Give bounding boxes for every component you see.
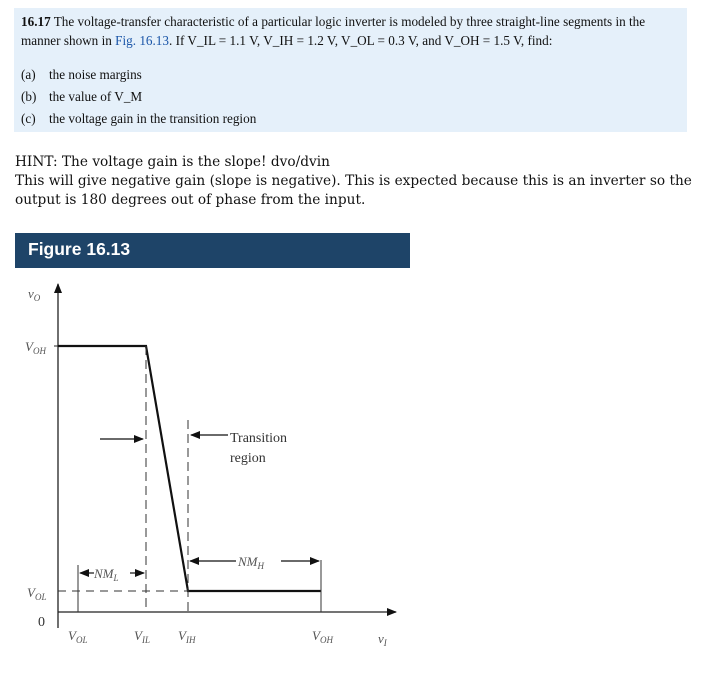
x-axis-label: $v_I$ (378, 631, 387, 648)
x-tick-label-voh: $V_{OH}$ (312, 628, 333, 645)
y-tick-label-zero: 0 (38, 615, 45, 630)
figure-link[interactable]: Fig. 16.13 (115, 33, 169, 48)
nm-high-label: $NM_H$ (238, 554, 264, 571)
x-tick-label-vil: $V_{IL}$ (134, 628, 150, 645)
y-tick-label-voh: $V_{OH}$ (25, 339, 46, 356)
nm-low-label: $NM_L$ (94, 566, 119, 583)
figure-title: Figure 16.13 (28, 239, 131, 259)
item-text: the noise margins (49, 67, 142, 82)
x-tick-label-vol: $V_{OL}$ (68, 628, 88, 645)
transition-label: Transition (230, 431, 288, 446)
problem-number: 16.17 (21, 14, 51, 29)
problem-lead-text: The voltage-transfer characteristic of a particular logic inverter is modeled by three straight-line segments in the manner shown in (21, 14, 646, 48)
x-tick-label-vih: $V_{IH}$ (178, 628, 196, 645)
item-text: the value of V_M (49, 89, 143, 104)
transition-label-2: region (230, 451, 266, 466)
y-axis-label: $v_O$ (28, 286, 41, 303)
item-letter: (a) (21, 67, 36, 82)
hint-line: output is 180 degrees out of phase from the input. (15, 192, 366, 208)
hint-line: This will give negative gain (slope is negative). This is expected because this is an inverter so the (15, 173, 692, 189)
item-text: the voltage gain in the transition region (49, 111, 257, 126)
item-letter: (b) (21, 89, 37, 104)
problem-given-values: . If V_IL = 1.1 V, V_IH = 1.2 V, V_OL = 0.3 V, and V_OH = 1.5 V, find: (169, 33, 553, 48)
vtc-curve (58, 346, 321, 591)
y-tick-label-vol: $V_{OL}$ (27, 585, 47, 602)
item-letter: (c) (21, 111, 36, 126)
hint-line: HINT: The voltage gain is the slope! dvo/dvin (15, 154, 330, 170)
